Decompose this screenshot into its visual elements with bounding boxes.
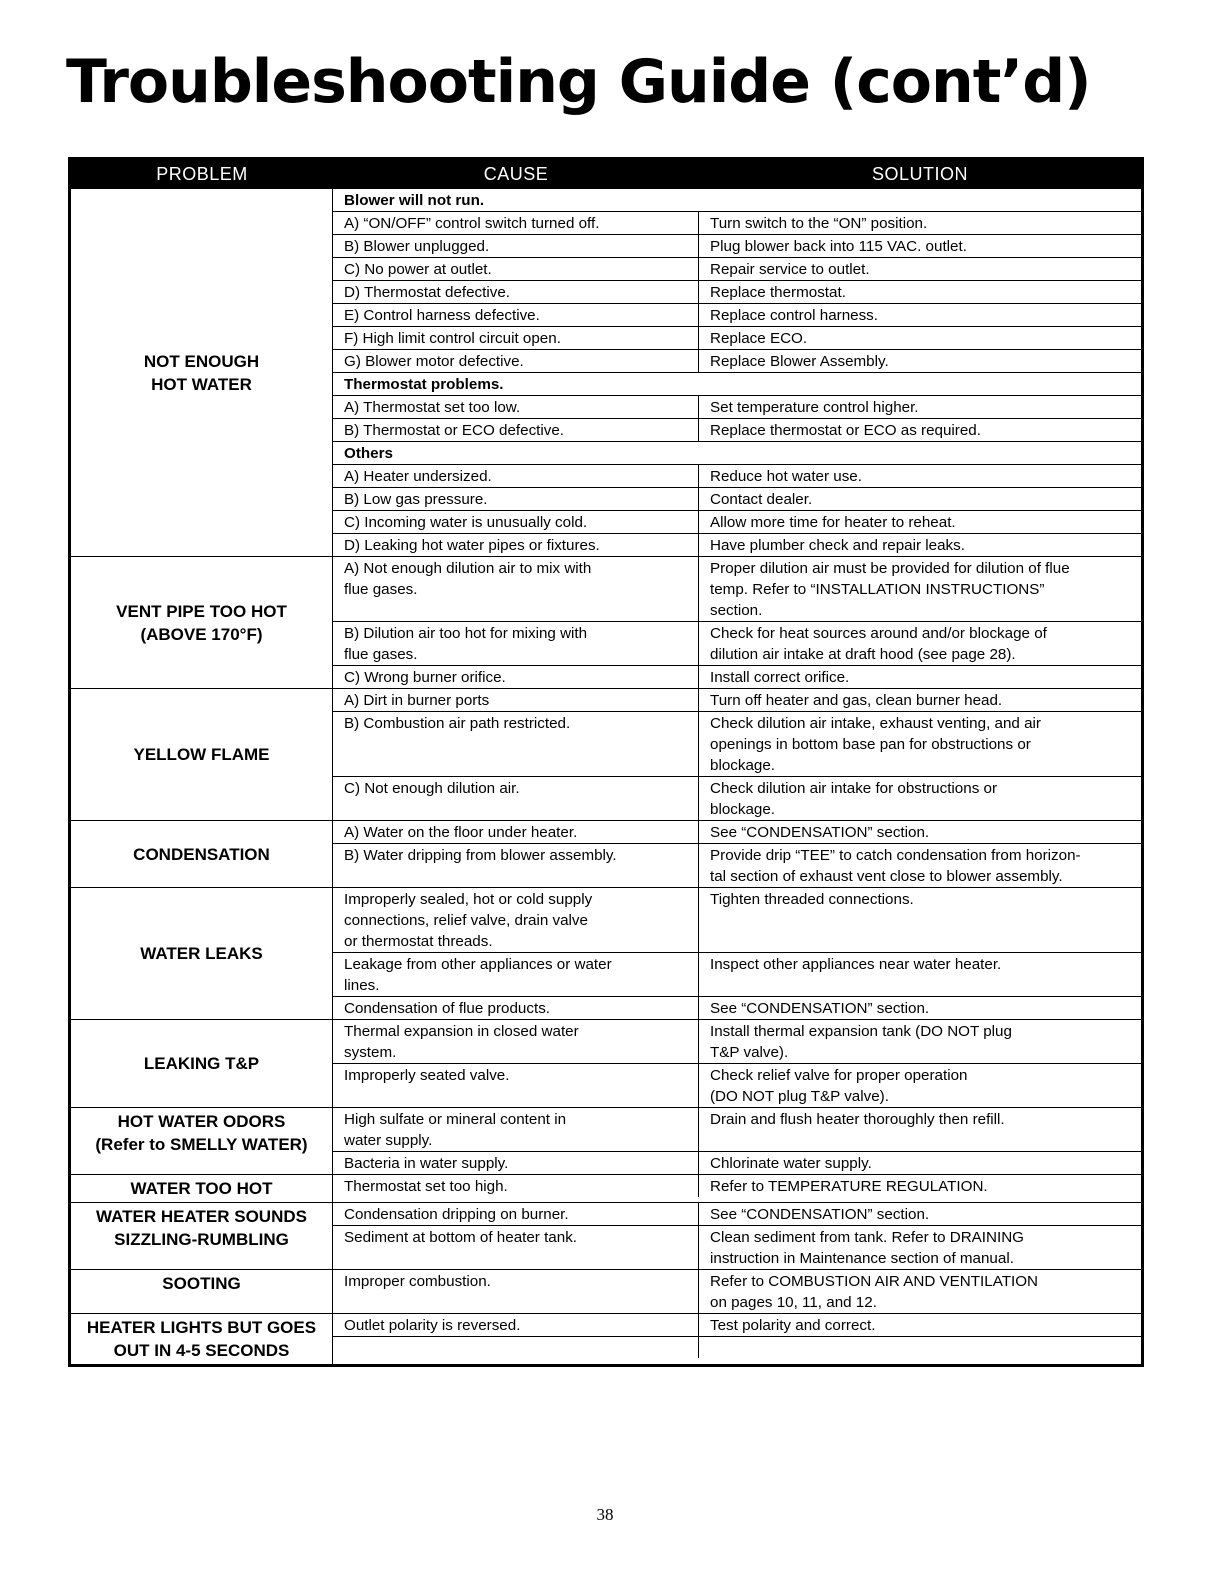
cause-subheading: Thermostat problems. [344,376,504,393]
problem-label: HOT WATER ODORS (Refer to SMELLY WATER) [71,1108,333,1174]
problem-group [71,1174,1141,1202]
cause-cell: C) Wrong burner orifice. [333,666,699,688]
cause-cell: Sediment at bottom of heater tank. [333,1226,699,1269]
table-row [333,487,1141,510]
solution-cell: Refer to COMBUSTION AIR AND VENTILATION on pages 10, 11, and 12. [710,1273,1038,1311]
problem-label: WATER HEATER SOUNDS SIZZLING-RUMBLING [71,1203,333,1269]
cause-cell: Leakage from other appliances or water lines. [333,953,699,996]
header-problem: PROBLEM [156,164,248,184]
solution-cell: Check for heat sources around and/or blockage of dilution air intake at draft hood (see page 28). [710,625,1047,663]
troubleshooting-table [68,157,1144,1367]
table-row [333,952,1141,996]
cause-solution-rows [333,1270,1141,1313]
solution-cell: Install thermal expansion tank (DO NOT plug T&P valve). [710,1023,1012,1061]
table-row [333,533,1141,556]
cause-solution-rows [333,1203,1141,1269]
solution-cell: Replace thermostat. [710,284,846,301]
solution-cell: Set temperature control higher. [710,399,919,416]
solution-cell: Clean sediment from tank. Refer to DRAINING instruction in Maintenance section of manual. [710,1229,1024,1267]
cause-cell: B) Combustion air path restricted. [333,712,699,776]
cause-cell: D) Thermostat defective. [333,281,699,303]
table-row [333,211,1141,234]
cause-cell: B) Water dripping from blower assembly. [333,844,699,887]
page-number: 38 [596,1505,614,1524]
table-row [333,711,1141,776]
problem-label: WATER LEAKS [71,888,333,1019]
solution-cell: Replace Blower Assembly. [710,353,889,370]
solution-cell [699,1337,1141,1358]
table-row [333,1336,1141,1358]
cause-solution-rows [333,1314,1141,1364]
solution-cell: Reduce hot water use. [710,468,862,485]
cause-cell: Improper combustion. [333,1270,699,1313]
solution-cell: Refer to TEMPERATURE REGULATION. [710,1178,988,1195]
problem-label: VENT PIPE TOO HOT (ABOVE 170°F) [71,557,333,688]
problem-group [71,688,1141,820]
cause-cell: A) “ON/OFF” control switch turned off. [333,212,699,234]
solution-cell: See “CONDENSATION” section. [710,1000,930,1017]
solution-cell: See “CONDENSATION” section. [710,824,930,841]
cause-cell: Thermal expansion in closed water system. [333,1020,699,1063]
cause-cell [333,1337,699,1358]
table-body [71,189,1141,1364]
header-solution: SOLUTION [871,164,968,184]
solution-cell: Chlorinate water supply. [710,1155,872,1172]
problem-group [71,1202,1141,1269]
solution-cell: See “CONDENSATION” section. [710,1206,930,1223]
cause-cell: C) Not enough dilution air. [333,777,699,820]
solution-cell: Contact dealer. [710,491,813,508]
table-row [333,1203,1141,1225]
cause-cell: Condensation dripping on burner. [333,1203,699,1225]
cause-cell: A) Water on the floor under heater. [333,821,699,843]
solution-cell: Turn off heater and gas, clean burner head. [710,692,1003,709]
table-row [333,665,1141,688]
solution-cell: Check dilution air intake for obstructions or blockage. [710,780,998,818]
table-row [333,189,1141,211]
cause-cell: A) Not enough dilution air to mix with flue gases. [333,557,699,621]
table-header [71,160,1141,189]
cause-cell: B) Blower unplugged. [333,235,699,257]
cause-cell: G) Blower motor defective. [333,350,699,372]
cause-cell: B) Dilution air too hot for mixing with flue gases. [333,622,699,665]
problem-label: LEAKING T&P [71,1020,333,1107]
table-row [333,280,1141,303]
solution-cell: Have plumber check and repair leaks. [710,537,965,554]
table-row [333,372,1141,395]
solution-cell: Drain and flush heater thoroughly then refill. [710,1111,1005,1128]
cause-cell: A) Heater undersized. [333,465,699,487]
cause-cell: High sulfate or mineral content in water supply. [333,1108,699,1151]
solution-cell: Plug blower back into 115 VAC. outlet. [710,238,967,255]
cause-cell: A) Thermostat set too low. [333,396,699,418]
problem-group [71,189,1141,556]
solution-cell: Test polarity and correct. [710,1317,876,1334]
cause-solution-rows [333,1175,1141,1202]
cause-solution-rows [333,888,1141,1019]
table-row [333,1225,1141,1269]
cause-cell: B) Low gas pressure. [333,488,699,510]
problem-group [71,820,1141,887]
table-row [333,621,1141,665]
table-row [333,557,1141,621]
cause-cell: Bacteria in water supply. [333,1152,699,1174]
cause-cell: D) Leaking hot water pipes or fixtures. [333,534,699,556]
cause-solution-rows [333,1108,1141,1174]
table-row [333,1108,1141,1151]
solution-cell: Replace control harness. [710,307,878,324]
table-row [333,303,1141,326]
table-row [333,996,1141,1019]
solution-cell: Allow more time for heater to reheat. [710,514,956,531]
solution-cell: Proper dilution air must be provided for dilution of flue temp. Refer to “INSTALLATION INSTRUCTIONS” section. [710,560,1070,619]
cause-solution-rows [333,821,1141,887]
cause-solution-rows [333,189,1141,556]
table-row [333,1175,1141,1197]
cause-subheading: Blower will not run. [344,192,485,209]
table-row [333,1020,1141,1063]
problem-group [71,1107,1141,1174]
solution-cell: Provide drip “TEE” to catch condensation from horizon- tal section of exhaust vent close to blower assembly. [710,847,1081,885]
cause-solution-rows [333,689,1141,820]
table-row [333,257,1141,280]
table-row [333,510,1141,533]
problem-group [71,556,1141,688]
solution-cell: Inspect other appliances near water heater. [710,956,1002,973]
cause-cell: C) Incoming water is unusually cold. [333,511,699,533]
table-row [333,776,1141,820]
table-row [333,689,1141,711]
solution-cell: Check dilution air intake, exhaust venting, and air openings in bottom base pan for obstructions or blockage. [710,715,1041,774]
problem-group [71,1269,1141,1313]
table-row [333,843,1141,887]
problem-label: YELLOW FLAME [71,689,333,820]
page-title: Troubleshooting Guide (cont’d) [66,47,1091,117]
cause-solution-rows [333,1020,1141,1107]
cause-cell: Condensation of flue products. [333,997,699,1019]
header-cause: CAUSE [483,164,549,184]
problem-label: CONDENSATION [71,821,333,887]
table-row [333,1270,1141,1313]
cause-solution-rows [333,557,1141,688]
table-row [333,349,1141,372]
solution-cell: Replace ECO. [710,330,808,347]
cause-cell: C) No power at outlet. [333,258,699,280]
table-row [333,418,1141,441]
problem-group [71,1019,1141,1107]
cause-cell: F) High limit control circuit open. [333,327,699,349]
table-row [333,821,1141,843]
table-row [333,1314,1141,1336]
table-row [333,1151,1141,1174]
solution-cell: Check relief valve for proper operation (DO NOT plug T&P valve). [710,1067,968,1105]
problem-group [71,1313,1141,1364]
problem-label: HEATER LIGHTS BUT GOES OUT IN 4-5 SECONDS [71,1314,333,1364]
cause-subheading: Others [344,445,393,462]
cause-cell: E) Control harness defective. [333,304,699,326]
cause-cell: A) Dirt in burner ports [333,689,699,711]
cause-cell: Outlet polarity is reversed. [333,1314,699,1336]
table-row [333,441,1141,464]
table-row [333,395,1141,418]
solution-cell: Repair service to outlet. [710,261,870,278]
problem-label: WATER TOO HOT [71,1175,333,1202]
table-row [333,326,1141,349]
cause-cell: Improperly sealed, hot or cold supply connections, relief valve, drain valve or thermostat threads. [333,888,699,952]
solution-cell: Install correct orifice. [710,669,850,686]
cause-cell: Improperly seated valve. [333,1064,699,1107]
table-row [333,464,1141,487]
solution-cell: Replace thermostat or ECO as required. [710,422,981,439]
cause-cell: B) Thermostat or ECO defective. [333,419,699,441]
problem-label: NOT ENOUGH HOT WATER [71,189,333,556]
problem-label: SOOTING [71,1270,333,1313]
cause-cell: Thermostat set too high. [333,1175,699,1197]
table-row [333,1063,1141,1107]
solution-cell: Turn switch to the “ON” position. [710,215,928,232]
problem-group [71,887,1141,1019]
table-row [333,234,1141,257]
solution-cell: Tighten threaded connections. [710,891,914,908]
table-row [333,888,1141,952]
